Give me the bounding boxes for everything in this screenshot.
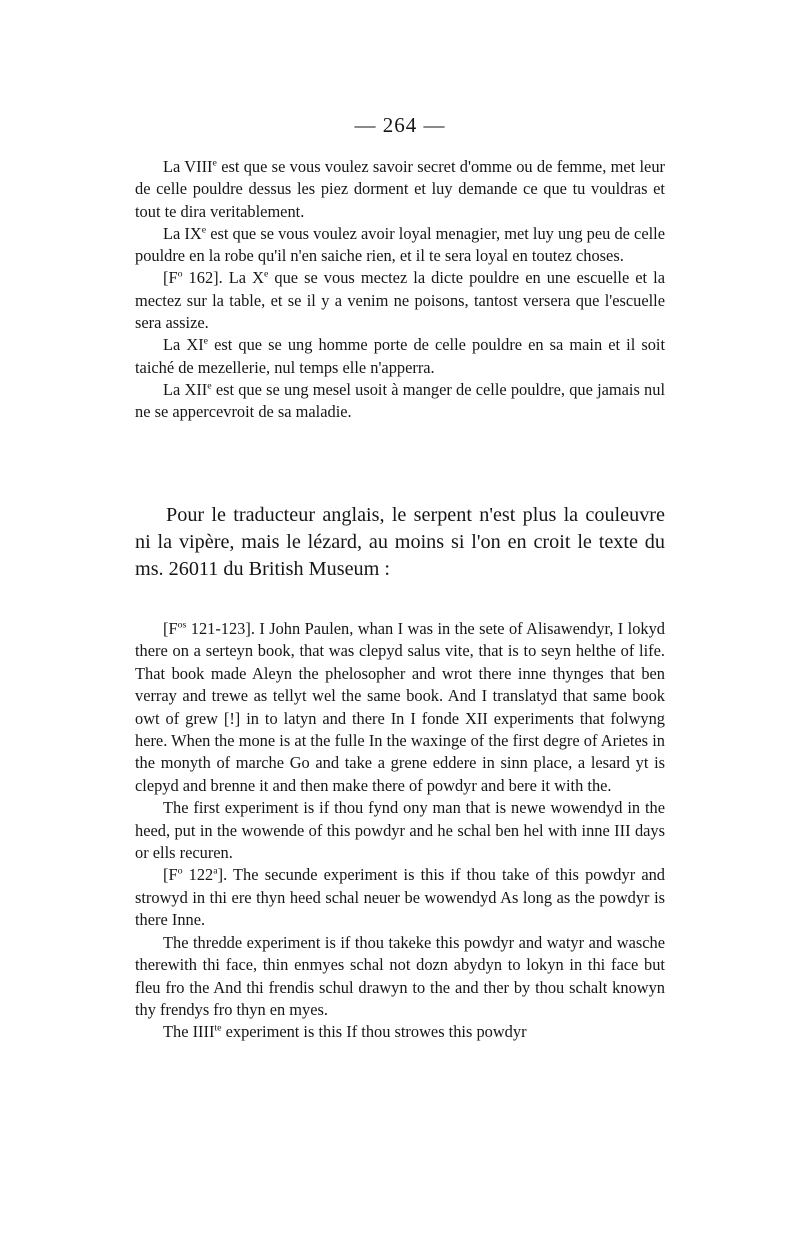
commentary-paragraph <box>135 502 665 583</box>
english-fourth-experiment: The $IIII^{te}$ experiment is this If thou strowes this powdyr <box>163 1022 527 1042</box>
english-intro-paragraph: [$F^{os}$ 121-123]. I John Paulen, whan I was in the sete of Alisawendyr, I lokyd there on a serteyn book, that was clepyd salus vite, that is to seyn helthe of life. That book made Aleyn the phelosopher and wrot there inne thynges that ben verray and trewe as tellyt wel the same book. And I translatyd that same book owt of grew [!] in to latyn and there In I fonde XII experiments that folwyng here. When the mone is at the fulle In the waxinge of the first degre of Arietes in the monyth of marche Go and take a grene eddere in sinn place, a lesard yt is clepyd and brenne it and then make there of powdyr and bere it with the. <box>135 619 665 795</box>
paragraph-eleventh: La XIe est que se ung homme porte de celle pouldre en sa main et il soit taiché de mezellerie, nul temps elle n'apperra. <box>135 335 665 377</box>
paragraph-ninth: La IXe est que se vous voulez avoir loyal menagier, met luy ung peu de celle pouldre en la robe qu'il n'en saiche rien, et il te sera loyal en toutez choses. <box>135 223 665 266</box>
paragraph-tenth: [$F^o$ 162]. La Xe que se vous mectez la dicte pouldre en une escuelle et la mectez sur la table, et se il y a venim ne poisons, tantost versera que l'escuelle sera assize. <box>135 268 665 333</box>
french-recipes <box>135 156 665 424</box>
page-number: — 264 — <box>354 113 446 137</box>
commentary-text: Pour le traducteur anglais, le serpent n'est plus la couleuvre ni la vipère, mais le lézard, au moins si l'on en croit le texte du ms. 26011 du British Museum : <box>135 504 665 580</box>
paragraph-eighth: La VIIIe est que se vous voulez savoir secret d'omme ou de femme, met leur de celle pouldre dessus les piez dorment et luy demande ce que tu vouldras et tout te dira veritablement. <box>135 157 665 221</box>
english-third-experiment: The thredde experiment is if thou takeke this powdyr and watyr and wasche therewith thi face, thin enmyes schal not dozn abydyn to lokyn in thi face but fleu fro the And thi frendis schul drawyn to the and ther by thou schalt knowyn thy frendys fro thyn en myes. <box>135 932 665 1019</box>
english-first-experiment: The first experiment is if thou fynd ony man that is newe wowendyd in the heed, put in the wowende of this powdyr and he schal ben hel with inne III days or ells recuren. <box>135 798 665 863</box>
english-text <box>135 618 665 1044</box>
english-second-experiment: [$F^o$ 122$^a$]. The secunde experiment is this if thou take of this powdyr and strowyd in thi ere thyn heed schal neuer be wowendyd As long as the powdyr is there Inne. <box>135 865 665 930</box>
paragraph-twelfth: La XIIe est que se ung mesel usoit à manger de celle pouldre, que jamais nul ne se appercevroit de sa maladie. <box>135 379 665 422</box>
